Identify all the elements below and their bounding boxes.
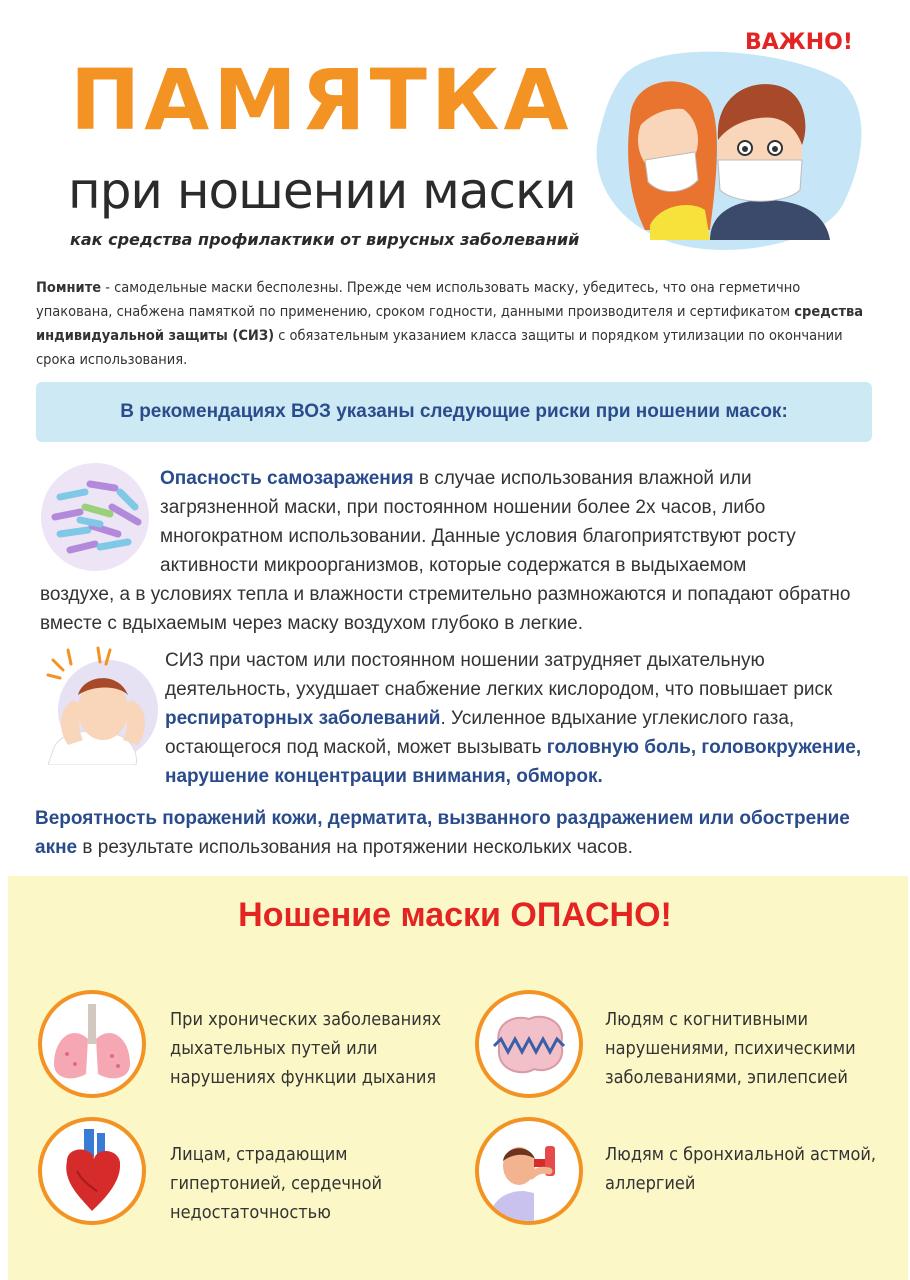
risk-respiratory-text-1: СИЗ при частом или постоянном ношении затрудняет дыхательную деятельность, ухудшает снабжение легких кислородом, что повышает риск <box>165 650 833 700</box>
poster-subtitle: при ношении маски <box>68 162 576 220</box>
risk-self-infection-line2: загрязненной маски, при постоянном ношении более 2х часов, либо <box>160 497 766 518</box>
intro-paragraph <box>36 276 874 372</box>
danger-item-asthma: Людям с бронхиальной астмой, аллергией <box>605 1144 877 1194</box>
poster-subsubtitle: как средства профилактики от вирусных заболеваний <box>70 230 580 249</box>
risk-self-infection-line1: в случае использования влажной или <box>413 468 752 489</box>
who-recommendations-text: В рекомендациях ВОЗ указаны следующие риски при ношении масок: <box>120 401 788 422</box>
lungs-icon <box>38 990 146 1098</box>
intro-text-2: с обязательным указанием класса защиты и порядком утилизации по окончании срока использования. <box>36 328 843 368</box>
who-recommendations-box <box>36 382 872 442</box>
intro-lead: Помните <box>36 280 102 296</box>
risk-self-infection-rest: воздухе, а в условиях тепла и влажности стремительно размножаются и попадают обратно вместе с вдыхаемым через маску воздухом глубоко в легкие. <box>40 584 851 634</box>
danger-title: Ношение маски ОПАСНО! <box>238 896 672 934</box>
risk-respiratory <box>165 646 885 791</box>
risk-skin <box>35 804 875 862</box>
danger-item-cognitive: Людям с когнитивными нарушениями, психическими заболеваниями, эпилепсией <box>605 1009 856 1088</box>
risk-skin-highlight: Вероятность поражений кожи, дерматита, вызванного раздражением или обострение акне <box>35 808 850 858</box>
risk-respiratory-text-2: . Усиленное вдыхание углекислого газа, остающегося под маской, может вызывать <box>165 708 795 758</box>
heart-icon <box>38 1117 146 1225</box>
intro-text-1: - самодельные маски бесполезны. Прежде чем использовать маску, убедитесь, что она герметично упакована, снабжена памяткой по применению, сроком годности, данными производителя и сертификатом <box>36 280 801 320</box>
risk-self-infection <box>40 464 880 638</box>
intro-bold: средства индивидуальной защиты (СИЗ) <box>36 304 864 344</box>
important-badge: ВАЖНО! <box>745 30 853 55</box>
headache-icon <box>38 640 158 765</box>
risk-self-infection-title: Опасность самозаражения <box>160 468 414 489</box>
risk-self-infection-line4: активности микроорганизмов, которые содержатся в выдыхаемом <box>160 555 747 576</box>
risk-respiratory-highlight-2: головную боль, головокружение, нарушение концентрации внимания, обморок. <box>165 737 862 787</box>
danger-item-respiratory: При хронических заболеваниях дыхательных путей или нарушениях функции дыхания <box>170 1009 442 1088</box>
risk-self-infection-line3: многократном использовании. Данные условия благоприятствуют росту <box>160 526 796 547</box>
risk-respiratory-highlight-1: респираторных заболеваний <box>165 708 441 729</box>
inhaler-icon <box>475 1117 583 1225</box>
brain-icon <box>475 990 583 1098</box>
risk-skin-text: в результате использования на протяжении нескольких часов. <box>77 837 633 858</box>
masked-people-icon <box>590 40 870 260</box>
danger-item-hypertension: Лицам, страдающим гипертонией, сердечной недостаточностью <box>170 1144 382 1223</box>
poster-title: ПАМЯТКА <box>70 51 573 149</box>
